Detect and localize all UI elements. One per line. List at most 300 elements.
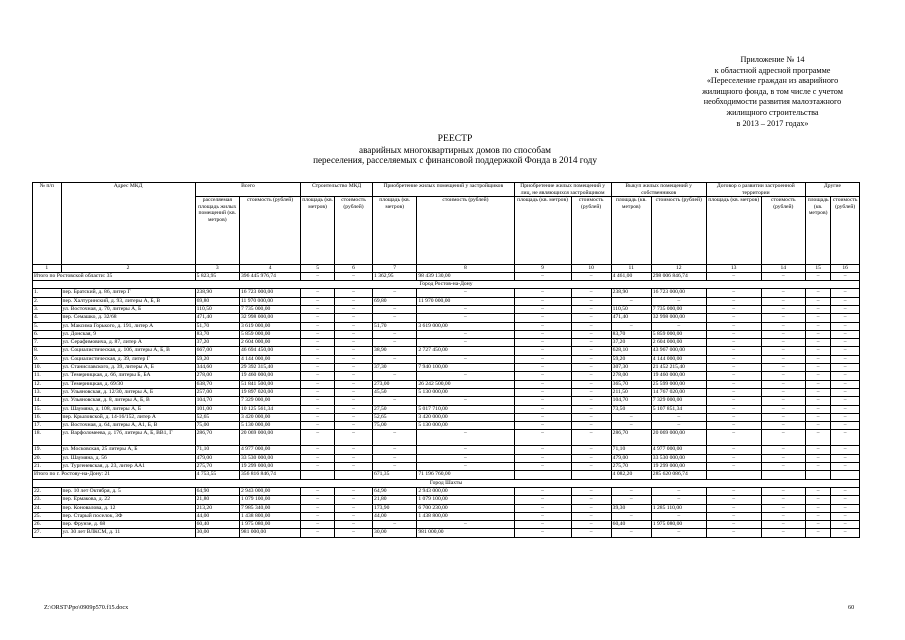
cell: 51,70 (195, 322, 239, 330)
cell: – (335, 446, 373, 454)
cell: – (611, 422, 651, 430)
table-row (33, 372, 860, 380)
cell: 5 130 000,00 (417, 422, 514, 430)
cell: 3 420 000,00 (417, 413, 514, 421)
cell: – (301, 330, 335, 338)
cell: – (706, 330, 761, 338)
total-region-label: Итого по Ростовской области: 35 (33, 272, 196, 280)
total-city-row (33, 471, 860, 479)
table-row (33, 339, 860, 347)
cell: 5 130 000,00 (417, 388, 514, 396)
row-number: 12. (33, 380, 62, 388)
cell: – (373, 314, 417, 322)
cell: 19 299 000,00 (651, 463, 706, 471)
row-number: 11. (33, 372, 62, 380)
cell: – (571, 347, 611, 355)
cell: – (611, 413, 651, 421)
cell: – (335, 397, 373, 405)
header-buyout: Выкуп жилых помещений у собственников (611, 183, 706, 197)
cell: – (514, 380, 571, 388)
cell: – (611, 487, 651, 495)
cell: – (301, 380, 335, 388)
cell: – (651, 512, 706, 520)
cell: 7 735 000,00 (651, 305, 706, 313)
cell: – (335, 413, 373, 421)
cell: – (805, 380, 830, 388)
row-number: 19. (33, 446, 62, 454)
cell: – (514, 422, 571, 430)
cell: – (761, 413, 805, 421)
cell: – (373, 454, 417, 462)
cell: – (761, 512, 805, 520)
row-address: пер. 10 лет Октября, д. 5 (61, 487, 195, 495)
cell: – (831, 422, 860, 430)
cell: 98 439 130,00 (417, 272, 514, 280)
title-line: переселения, расселяемых с финансовой поддержкой Фонда в 2014 году (313, 155, 597, 166)
cell: 7 940 100,00 (417, 364, 514, 372)
cell: 21 452 215,40 (651, 364, 706, 372)
cell: – (651, 322, 706, 330)
cell: 44,00 (373, 512, 417, 520)
cell: – (611, 322, 651, 330)
cell: – (706, 422, 761, 430)
cell: 6 700 230,00 (417, 504, 514, 512)
row-number: 20. (33, 454, 62, 462)
row-address: ул. Ульяновская, д. 12/30, литеры А, Б (61, 388, 195, 396)
cell: – (805, 487, 830, 495)
cell: – (335, 430, 373, 446)
cell: – (417, 355, 514, 363)
cell: – (761, 272, 805, 280)
cell: – (571, 521, 611, 529)
cell: 71,10 (195, 446, 239, 454)
row-number: 26. (33, 521, 62, 529)
cell: – (514, 487, 571, 495)
cell: – (301, 272, 335, 280)
row-address: ул. Серафимовича, д. 87, литер А (61, 339, 195, 347)
cell: 27,50 (373, 405, 417, 413)
cell: – (611, 496, 651, 504)
cell: 307,30 (611, 364, 651, 372)
cell: – (805, 422, 830, 430)
cell: – (301, 388, 335, 396)
cell: 5 130 000,00 (239, 422, 300, 430)
cell: 4 144 000,00 (651, 355, 706, 363)
cell: – (805, 330, 830, 338)
cell: – (301, 314, 335, 322)
cell: – (335, 372, 373, 380)
cell: – (831, 487, 860, 495)
cell: – (514, 446, 571, 454)
cell: – (761, 355, 805, 363)
cell: 286,70 (195, 430, 239, 446)
cell: – (831, 446, 860, 454)
annex-line: к областной адресной программе (714, 65, 831, 75)
cell: – (831, 512, 860, 520)
col-number: 2 (61, 265, 195, 273)
row-number: 18. (33, 430, 62, 446)
cell: – (335, 289, 373, 297)
table-row (33, 388, 860, 396)
header-total: Всего (195, 183, 301, 197)
table-row (33, 521, 860, 529)
cell: – (514, 272, 571, 280)
cell: 20 069 000,00 (651, 430, 706, 446)
cell: 213,20 (195, 504, 239, 512)
cell: – (514, 454, 571, 462)
registry-table (32, 182, 860, 538)
cell: – (805, 496, 830, 504)
cell (301, 471, 335, 479)
cell: – (761, 405, 805, 413)
table-row (33, 347, 860, 355)
cell: 275,70 (611, 463, 651, 471)
col-number: 7 (373, 265, 417, 273)
row-address: ул. Восточная, д. 70, литеры А, Б (61, 305, 195, 313)
cell: – (514, 364, 571, 372)
cell: – (514, 529, 571, 537)
row-number: 17. (33, 422, 62, 430)
row-address: ул. Темерницкая, д. 69/30 (61, 380, 195, 388)
row-number: 2. (33, 297, 62, 305)
cell: – (761, 487, 805, 495)
cell: – (706, 496, 761, 504)
header-address: Адрес МКД (61, 183, 195, 265)
cell: 60,40 (611, 521, 651, 529)
cell: – (805, 413, 830, 421)
cell: 45,50 (373, 388, 417, 396)
cell: 7 329 000,00 (239, 397, 300, 405)
cell: – (805, 364, 830, 372)
cell: – (706, 388, 761, 396)
cell: – (706, 463, 761, 471)
cell: – (651, 487, 706, 495)
row-number: 13. (33, 388, 62, 396)
col-number: 12 (651, 265, 706, 273)
cell: – (335, 297, 373, 305)
cell: – (805, 272, 830, 280)
cell: – (417, 339, 514, 347)
cell: – (335, 512, 373, 520)
cell: – (706, 512, 761, 520)
row-number: 24. (33, 504, 62, 512)
row-address: ул. Донская, 9 (61, 330, 195, 338)
cell: 4 977 000,00 (239, 446, 300, 454)
cell: 59,20 (611, 355, 651, 363)
sub-area: площадь (кв. метров) (805, 197, 830, 265)
cell: 2 604 000,00 (239, 339, 300, 347)
title-line: аварийных многоквартирных домов по способам (359, 144, 551, 155)
cell (805, 471, 830, 479)
cell: – (514, 388, 571, 396)
annex-block (640, 55, 905, 129)
cell: 981 000,00 (239, 529, 300, 537)
cell: 365,70 (611, 380, 651, 388)
cell: – (805, 297, 830, 305)
cell: – (831, 355, 860, 363)
sub-cost: стоимость (рублей) (571, 197, 611, 265)
cell: 638,70 (195, 380, 239, 388)
cell: 275,70 (195, 463, 239, 471)
row-address: ул. Ульяновская, д. 8, литеры А, Б, В (61, 397, 195, 405)
cell: 273,00 (373, 380, 417, 388)
cell: – (301, 347, 335, 355)
cell: 75,00 (195, 422, 239, 430)
cell: – (514, 372, 571, 380)
row-address: ул. Варфоломеева, д. 176, литеры А, Б, ВВ1, Г (61, 430, 195, 446)
cell: 356 816 846,74 (239, 471, 300, 479)
cell: – (761, 422, 805, 430)
cell: – (651, 422, 706, 430)
header-construction: Строительство МКД (301, 183, 373, 197)
cell: – (335, 521, 373, 529)
table-row (33, 322, 860, 330)
cell: – (651, 413, 706, 421)
cell: – (335, 305, 373, 313)
row-number: 6. (33, 330, 62, 338)
cell: – (571, 355, 611, 363)
cell: 1 362,95 (373, 272, 417, 280)
row-address: ул. Шаумяна, д. 108, литеры А, Б (61, 405, 195, 413)
total-region-row (33, 272, 860, 280)
cell: – (706, 339, 761, 347)
cell (706, 471, 761, 479)
cell: 19 299 000,00 (239, 463, 300, 471)
cell: 4 082,20 (611, 471, 651, 479)
cell: – (571, 413, 611, 421)
cell: 19 897 020,00 (239, 388, 300, 396)
cell: – (761, 364, 805, 372)
cell: – (335, 314, 373, 322)
annex-line: в 2013 – 2017 годах» (736, 118, 809, 128)
cell: – (514, 413, 571, 421)
header-acq-developers: Приобретение жилых помещений у застройщиков (373, 183, 515, 197)
table-row (33, 446, 860, 454)
cell: – (761, 339, 805, 347)
cell: – (831, 347, 860, 355)
cell: – (805, 339, 830, 347)
cell: 667,00 (195, 347, 239, 355)
cell: – (373, 339, 417, 347)
cell: – (417, 454, 514, 462)
cell: – (373, 430, 417, 446)
cell: 4 977 000,00 (651, 446, 706, 454)
cell: – (514, 430, 571, 446)
cell: – (761, 496, 805, 504)
cell: – (301, 355, 335, 363)
cell: 11 970 000,00 (239, 297, 300, 305)
row-address: ул. Шаумяна, д. 56 (61, 454, 195, 462)
table-row (33, 355, 860, 363)
cell: 32 998 000,00 (239, 314, 300, 322)
cell: – (761, 380, 805, 388)
page-number: 60 (848, 604, 855, 611)
table-row (33, 504, 860, 512)
sub-cost: стоимость (рублей) (651, 197, 706, 265)
row-address: ул. Восточная, д. 64, литеры А, А1, Б, В (61, 422, 195, 430)
cell: 25 599 000,00 (651, 380, 706, 388)
cell: 1 079 100,00 (239, 496, 300, 504)
cell: – (571, 322, 611, 330)
cell: – (514, 297, 571, 305)
cell: 38,90 (373, 347, 417, 355)
cell: 52,65 (195, 413, 239, 421)
cell: 19 460 000,00 (651, 372, 706, 380)
cell: – (706, 454, 761, 462)
cell: – (805, 372, 830, 380)
cell: 7 985 340,00 (239, 504, 300, 512)
cell: – (514, 347, 571, 355)
cell: – (805, 388, 830, 396)
cell: – (761, 322, 805, 330)
cell: – (514, 496, 571, 504)
cell: – (805, 512, 830, 520)
cell: – (301, 521, 335, 529)
cell: 52,65 (373, 413, 417, 421)
header-no: № п/п (33, 183, 62, 265)
cell: – (335, 322, 373, 330)
col-number: 10 (571, 265, 611, 273)
cell: – (571, 405, 611, 413)
cell: 10 125 561,34 (239, 405, 300, 413)
cell: – (805, 322, 830, 330)
cell: – (301, 405, 335, 413)
cell: – (335, 454, 373, 462)
annex-line: «Переселение граждан из аварийного (706, 76, 839, 86)
cell: 51,70 (373, 322, 417, 330)
cell: 71,10 (611, 446, 651, 454)
cell: – (373, 289, 417, 297)
cell: – (514, 289, 571, 297)
cell: – (831, 314, 860, 322)
sub-area: площадь (кв. метров) (514, 197, 571, 265)
column-number-row (33, 265, 860, 273)
table-row (33, 463, 860, 471)
cell: – (761, 297, 805, 305)
cell: – (301, 364, 335, 372)
col-number: 3 (195, 265, 239, 273)
row-address: пер. Крыловской, д. 14-16/152, литер А (61, 413, 195, 421)
cell: – (571, 422, 611, 430)
cell: – (417, 330, 514, 338)
cell: 671,35 (373, 471, 417, 479)
cell: – (761, 529, 805, 537)
cell: – (571, 339, 611, 347)
col-number: 4 (239, 265, 300, 273)
table-row (33, 297, 860, 305)
cell: 19 460 000,00 (239, 372, 300, 380)
cell: – (761, 372, 805, 380)
cell: – (571, 454, 611, 462)
row-number: 1. (33, 289, 62, 297)
cell: 30,00 (373, 529, 417, 537)
cell: 3 619 000,00 (417, 322, 514, 330)
col-number: 9 (514, 265, 571, 273)
cell: 257,00 (195, 388, 239, 396)
row-number: 3. (33, 305, 62, 313)
cell: 46 694 450,00 (239, 347, 300, 355)
cell: 69,80 (195, 297, 239, 305)
row-address: пер. Халтуринский, д. 93, литеры А, Б, В (61, 297, 195, 305)
cell: – (805, 446, 830, 454)
table-row (33, 289, 860, 297)
cell: – (831, 289, 860, 297)
cell: – (761, 388, 805, 396)
cell: 981 000,00 (417, 529, 514, 537)
row-address: ул. Темерницкая, д. 66, литеры Б, БА (61, 372, 195, 380)
table-row (33, 364, 860, 372)
cell: – (571, 380, 611, 388)
row-address: пер. Семашко, д. 32/68 (61, 314, 195, 322)
cell: – (831, 504, 860, 512)
cell: – (335, 388, 373, 396)
row-address: пер. Братский, д. 86, литер Г (61, 289, 195, 297)
cell: – (417, 305, 514, 313)
cell: – (335, 355, 373, 363)
annex-line: жилищного фонда, в том числе с учетом (702, 86, 843, 96)
cell: 1 975 080,00 (239, 521, 300, 529)
cell: – (301, 454, 335, 462)
cell: – (301, 339, 335, 347)
cell: – (706, 529, 761, 537)
cell: – (571, 504, 611, 512)
col-number: 6 (335, 265, 373, 273)
row-address: пер. Старый поселок, 3Ф (61, 512, 195, 520)
col-number: 14 (761, 265, 805, 273)
cell: – (373, 355, 417, 363)
cell: – (571, 512, 611, 520)
header-acq-others: Приобретение жилых помещений у лиц, не являющихся застройщиком (514, 183, 611, 197)
cell: – (335, 463, 373, 471)
cell: – (514, 463, 571, 471)
cell: – (651, 529, 706, 537)
cell: – (301, 496, 335, 504)
cell: – (417, 521, 514, 529)
cell: – (335, 380, 373, 388)
cell: – (571, 463, 611, 471)
cell: – (611, 512, 651, 520)
file-path: Z:\ORST\Ppo\0909p570.f15.docx (44, 604, 129, 611)
cell: – (761, 330, 805, 338)
cell: – (301, 372, 335, 380)
cell: 64,90 (195, 487, 239, 495)
row-number: 21. (33, 463, 62, 471)
header-other: Другие (805, 183, 859, 197)
cell: – (514, 314, 571, 322)
row-address: пер. Фрунзе, д. 68 (61, 521, 195, 529)
cell: – (831, 463, 860, 471)
table-row (33, 487, 860, 495)
cell: – (706, 430, 761, 446)
table-row (33, 529, 860, 537)
cell: – (805, 355, 830, 363)
cell: 396 445 976,74 (239, 272, 300, 280)
cell: – (706, 355, 761, 363)
annex-line: жилищного строительства (726, 107, 819, 117)
cell: – (571, 364, 611, 372)
cell: – (373, 521, 417, 529)
row-address: ул. Тургеневская, д. 23, литер АА1 (61, 463, 195, 471)
cell: – (417, 463, 514, 471)
cell: – (761, 463, 805, 471)
cell: – (335, 529, 373, 537)
cell: – (831, 330, 860, 338)
cell: 471,40 (195, 314, 239, 322)
cell: 4 144 000,00 (239, 355, 300, 363)
annex-line: Приложение № 14 (740, 55, 805, 64)
cell: – (514, 397, 571, 405)
cell: – (761, 504, 805, 512)
